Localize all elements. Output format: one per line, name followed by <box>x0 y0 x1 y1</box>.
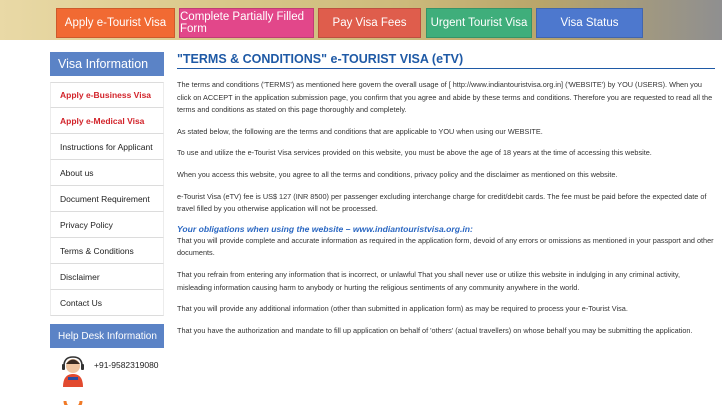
obligation-paragraph: That you will provide complete and accurate information as required in the application form, devoid of any errors or omissions as mentioned in your passport and other documents. <box>177 235 714 258</box>
pay-visa-fees-button[interactable]: Pay Visa Fees <box>318 8 421 38</box>
help-desk-contact <box>50 355 164 405</box>
obligation-paragraph: That you will provide any additional information (other than submitted in application form) as may be required to process your e-Tourist Visa. <box>177 304 628 314</box>
apply-etourist-visa-button[interactable]: Apply e-Tourist Visa <box>56 8 175 38</box>
obligations-heading: Your obligations when using the website – www.indiantouristvisa.org.in: <box>177 223 473 234</box>
sidebar <box>50 52 164 405</box>
terms-paragraph: e-Tourist Visa (eTV) fee is US$ 127 (INR 8500) per passenger excluding interchange charge for credit/debit cards. The fee must be paid before the expected date of travel filled by you otherwise application will not be processed. <box>177 191 707 214</box>
terms-paragraph: As stated below, the following are the terms and conditions that are applicable to YOU when using our WEBSITE. <box>177 126 543 136</box>
sidebar-item-privacy[interactable]: Privacy Policy <box>50 212 164 238</box>
terms-paragraph: To use and utilize the e-Tourist Visa services provided on this website, you must be above the age of 18 years at the time of accessing this website. <box>177 148 652 158</box>
sidebar-item-about[interactable]: About us <box>50 160 164 186</box>
obligation-paragraph: That you have the authorization and mandate to fill up application on behalf of 'others' (actual travellers) on whose behalf you may be submitting the application. <box>177 325 693 335</box>
sidebar-item-emedical[interactable]: Apply e-Medical Visa <box>50 108 164 134</box>
sidebar-item-disclaimer[interactable]: Disclaimer <box>50 264 164 290</box>
support-agent-icon <box>60 355 86 405</box>
urgent-tourist-visa-button[interactable]: Urgent Tourist Visa <box>426 8 532 38</box>
obligation-paragraph: That you refrain from entering any information that is incorrect, or unlawful That you shall never use or utilize this website in indulging in any criminal activity, misleading information causing harm to anybody or hurting the religious sentiments of any community anywhere in the world. <box>177 269 681 292</box>
help-phone-number[interactable]: +91-9582319080 <box>94 360 159 370</box>
sidebar-title: Visa Information <box>50 52 164 76</box>
sidebar-item-terms[interactable]: Terms & Conditions <box>50 238 164 264</box>
main-content <box>177 52 715 337</box>
terms-paragraph: The terms and conditions ('TERMS') as mentioned here govern the overall usage of [ http://www.indiantouristvisa.org.in] ('WEBSITE') by YOU (USERS). When you click on ACCEPT in the application submission page, you confirm that you agree and abide by these terms and conditions. Therefore you are requested to read all the terms and conditions as stated on this page thoroughly and completely. <box>177 80 713 115</box>
sidebar-item-documents[interactable]: Document Requirement <box>50 186 164 212</box>
sidebar-item-instructions[interactable]: Instructions for Applicant <box>50 134 164 160</box>
visa-status-button[interactable]: Visa Status <box>536 8 643 38</box>
top-nav <box>0 8 722 38</box>
complete-partial-form-button[interactable]: Complete Partially Filled Form <box>179 8 314 38</box>
sidebar-item-ebusiness[interactable]: Apply e-Business Visa <box>50 82 164 108</box>
terms-paragraph: When you access this website, you agree to all the terms and conditions, privacy policy and the disclaimer as mentioned on this website. <box>177 169 618 179</box>
help-desk-title: Help Desk Information <box>50 324 164 348</box>
sidebar-item-contact[interactable]: Contact Us <box>50 290 164 316</box>
page-title: "TERMS & CONDITIONS" e-TOURIST VISA (eTV) <box>177 52 715 69</box>
